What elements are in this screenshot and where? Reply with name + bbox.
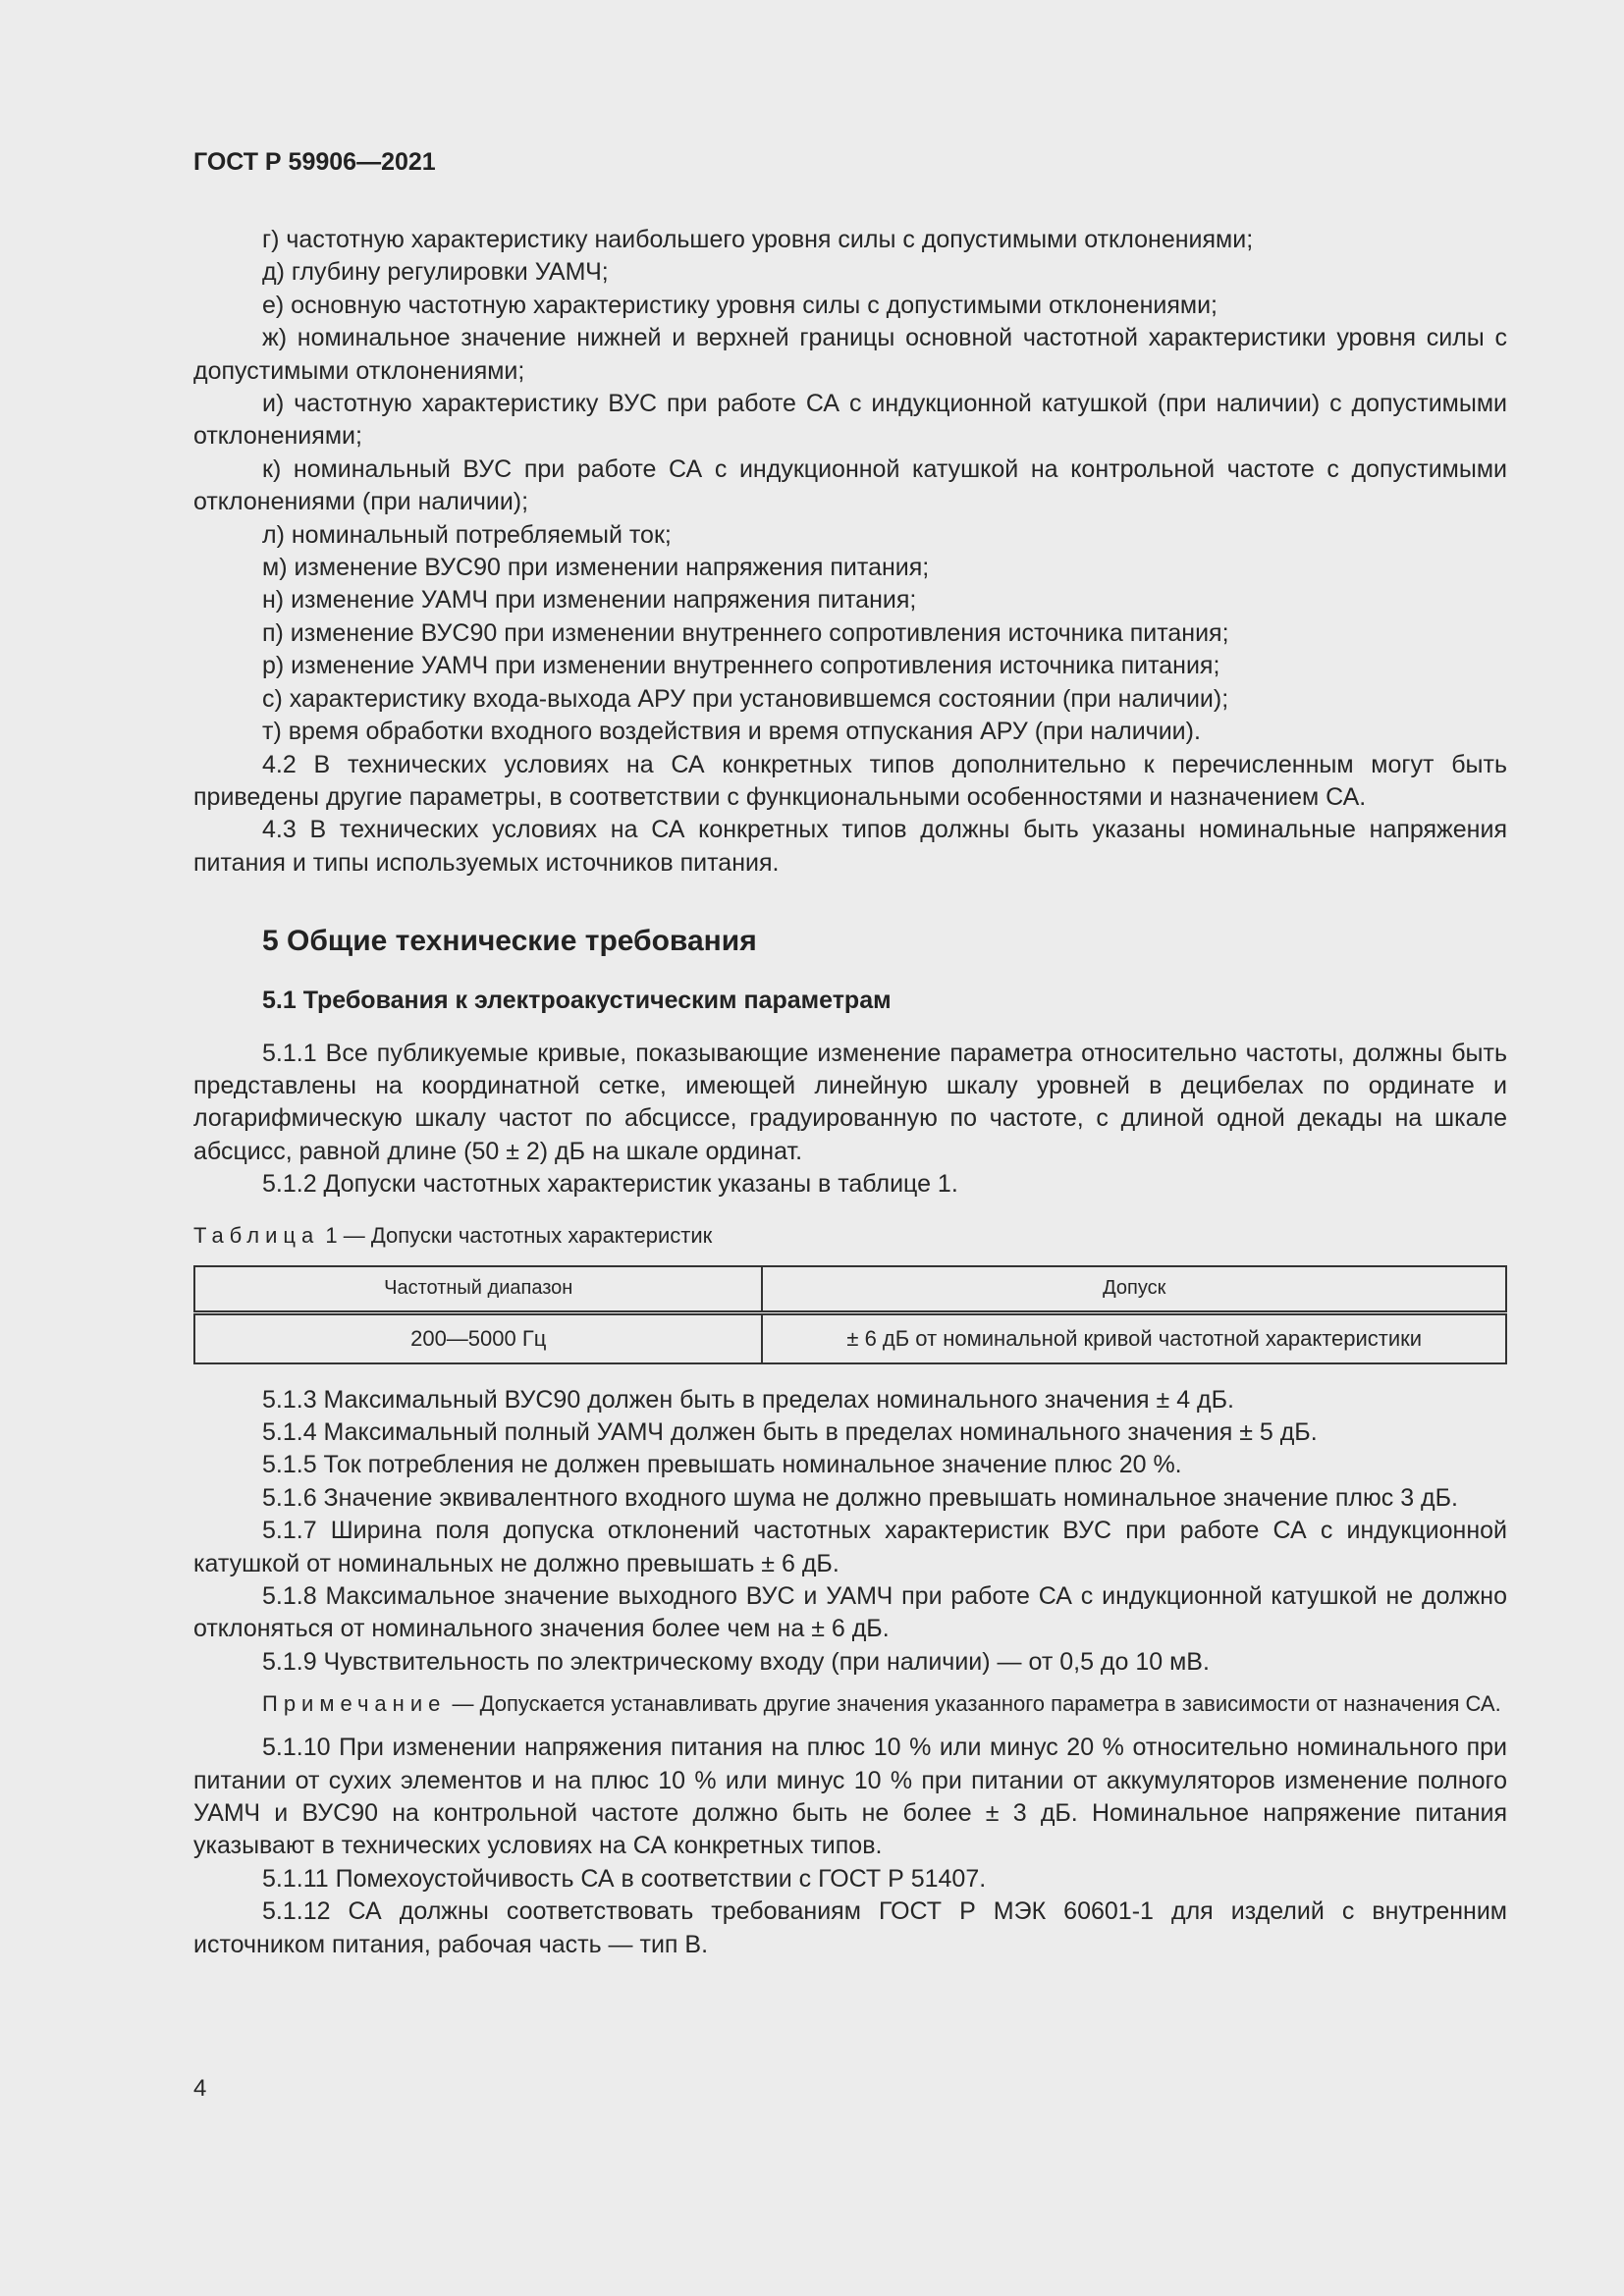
table-row bbox=[194, 1312, 1506, 1363]
table-header-frequency-range: Частотный диапазон bbox=[194, 1266, 762, 1313]
list-item: н) изменение УАМЧ при изменении напряжения питания; bbox=[262, 586, 917, 614]
paragraph-5-1-5: 5.1.5 Ток потребления не должен превышать номинальное значение плюс 20 %. bbox=[262, 1451, 1182, 1479]
paragraph-5-1-1: 5.1.1 Все публикуемые кривые, показывающие изменение параметра относительно частоты, должны быть представлены на координатной сетке, имеющей линейную шкалу уровней в децибелах по ординате и логарифмическую шкалу частот по абсциссе, градуированную по частоте, с длиной одной декады на шкале абсцисс, равной длине (50 ± 2) дБ на шкале ординат. bbox=[193, 1039, 1507, 1165]
document-header: ГОСТ Р 59906—2021 bbox=[193, 148, 436, 176]
subsection-heading-5-1: 5.1 Требования к электроакустическим параметрам bbox=[262, 987, 892, 1015]
list-item: с) характеристику входа-выхода АРУ при установившемся состоянии (при наличии); bbox=[262, 684, 1229, 713]
table-caption-title: 1 — Допуски частотных характеристик bbox=[319, 1222, 713, 1248]
list-item: к) номинальный ВУС при работе СА с индукционной катушкой на контрольной частоте с допустимыми отклонениями (при наличии); bbox=[193, 454, 1507, 516]
list-item: м) изменение ВУС90 при изменении напряжения питания; bbox=[262, 554, 930, 582]
page-number: 4 bbox=[193, 2075, 207, 2102]
note-text: — Допускается устанавливать другие значения указанного параметра в зависимости от назначения СА. bbox=[446, 1691, 1501, 1717]
paragraph-5-1-6: 5.1.6 Значение эквивалентного входного шума не должно превышать номинальное значение плюс 3 дБ. bbox=[262, 1483, 1458, 1512]
paragraph-5-1-9: 5.1.9 Чувствительность по электрическому входу (при наличии) — от 0,5 до 10 мВ. bbox=[262, 1647, 1210, 1676]
list-item: т) время обработки входного воздействия и время отпускания АРУ (при наличии). bbox=[262, 718, 1201, 746]
paragraph-5-1-11: 5.1.11 Помехоустойчивость СА в соответствии с ГОСТ Р 51407. bbox=[262, 1864, 987, 1893]
paragraph-5-1-8: 5.1.8 Максимальное значение выходного ВУС и УАМЧ при работе СА с индукционной катушкой не должно отклоняться от номинального значения более чем на ± 6 дБ. bbox=[193, 1582, 1507, 1643]
table-cell-frequency-range: 200—5000 Гц bbox=[194, 1312, 762, 1363]
table-caption bbox=[193, 1221, 1507, 1251]
paragraph-5-1-3: 5.1.3 Максимальный ВУС90 должен быть в пределах номинального значения ± 4 дБ. bbox=[262, 1385, 1234, 1414]
list-item: г) частотную характеристику наибольшего уровня силы с допустимыми отклонениями; bbox=[262, 226, 1254, 253]
list-item: ж) номинальное значение нижней и верхней границы основной частотной характеристики уровня силы с допустимыми отклонениями; bbox=[193, 324, 1507, 385]
paragraph-5-1-10: 5.1.10 При изменении напряжения питания на плюс 10 % или минус 20 % относительно номинального при питании от сухих элементов и на плюс 10 % или минус 10 % при питании от аккумуляторов изменение полного УАМЧ и ВУС90 на контрольной частоте должно быть не более ± 3 дБ. Номинальное напряжение питания указывают в технических условиях на СА конкретных типов. bbox=[193, 1734, 1507, 1860]
requirements-list bbox=[193, 224, 1507, 749]
note bbox=[193, 1688, 1507, 1720]
table-cell-tolerance: ± 6 дБ от номинальной кривой частотной характеристики bbox=[762, 1312, 1506, 1363]
list-item: р) изменение УАМЧ при изменении внутреннего сопротивления источника питания; bbox=[262, 652, 1220, 680]
list-item: е) основную частотную характеристику уровня силы с допустимыми отклонениями; bbox=[262, 291, 1218, 319]
table-caption-label: Таблица bbox=[193, 1222, 320, 1248]
list-item: и) частотную характеристику ВУС при работе СА с индукционной катушкой (при наличии) с допустимыми отклонениями; bbox=[193, 390, 1507, 451]
paragraph-5-1-7: 5.1.7 Ширина поля допуска отклонений частотных характеристик ВУС при работе СА с индукционной катушкой от номинальных не должно превышать ± 6 дБ. bbox=[193, 1517, 1507, 1577]
section-heading-5: 5 Общие технические требования bbox=[262, 925, 757, 958]
list-item: п) изменение ВУС90 при изменении внутреннего сопротивления источника питания; bbox=[262, 618, 1229, 647]
document-body bbox=[193, 224, 1507, 1961]
note-label: Примечание bbox=[262, 1691, 447, 1717]
paragraph-4-2: 4.2 В технических условиях на СА конкретных типов дополнительно к перечисленным могут быть приведены другие параметры, в соответствии с функциональными особенностями и назначением СА. bbox=[193, 750, 1507, 811]
paragraph-5-1-12: 5.1.12 СА должны соответствовать требованиям ГОСТ Р МЭК 60601-1 для изделий с внутренним источником питания, рабочая часть — тип В. bbox=[193, 1897, 1507, 1958]
table-header-tolerance: Допуск bbox=[762, 1266, 1506, 1313]
table-header-row bbox=[194, 1266, 1506, 1313]
paragraph-5-1-2: 5.1.2 Допуски частотных характеристик указаны в таблице 1. bbox=[262, 1170, 958, 1199]
paragraph-5-1-4: 5.1.4 Максимальный полный УАМЧ должен быть в пределах номинального значения ± 5 дБ. bbox=[262, 1417, 1318, 1446]
list-item: л) номинальный потребляемый ток; bbox=[262, 520, 672, 549]
paragraph-4-3: 4.3 В технических условиях на СА конкретных типов должны быть указаны номинальные напряжения питания и типы используемых источников питания. bbox=[193, 816, 1507, 877]
list-item: д) глубину регулировки УАМЧ; bbox=[262, 258, 609, 287]
tolerance-table bbox=[193, 1265, 1507, 1364]
